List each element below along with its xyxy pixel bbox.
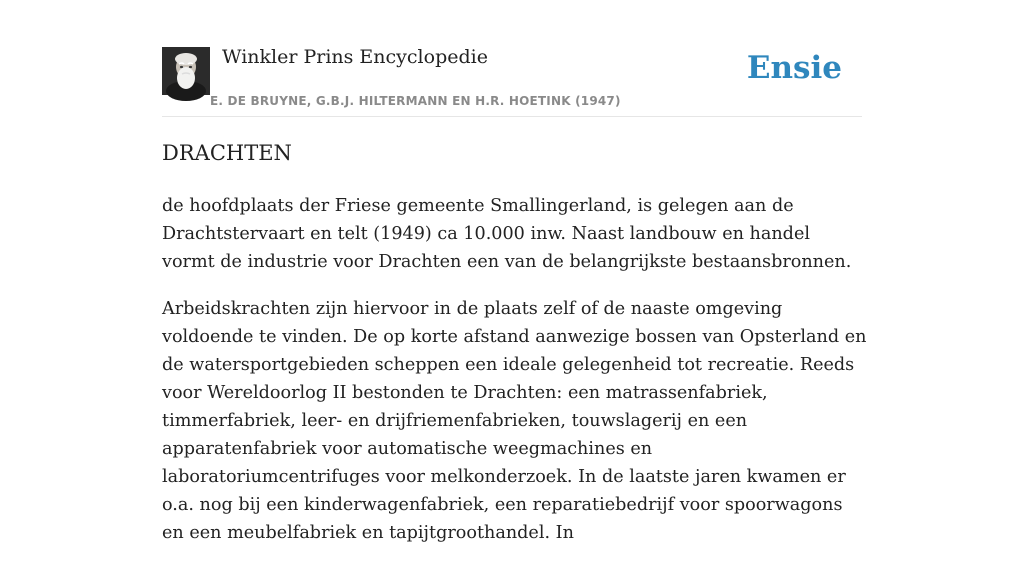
bearded-man-portrait-icon xyxy=(162,47,210,95)
publication-title[interactable]: Winkler Prins Encyclopedie xyxy=(222,46,488,68)
publication-header xyxy=(162,46,862,117)
article-title: DRACHTEN xyxy=(162,141,292,165)
article-paragraph: Arbeidskrachten zijn hiervoor in de plaats zelf of de naaste omgeving voldoende te vinden. De op korte afstand aanwezige bossen van Opsterland en de watersportgebieden scheppen een ideale gelegenheid tot recreatie. Reeds voor Wereldoorlog II bestonden te Drachten: een matrassenfabriek, timmerfabriek, leer- en drijfriemenfabrieken, touwslagerij en een apparatenfabriek voor automatische weegmachines en laboratoriumcentrifuges voor melkonderzoek. In de laatste jaren kwamen er o.a. nog bij een kinderwagenfabriek, een reparatiebedrijf voor spoorwagons en een meubelfabriek en tapijtgroothandel. In xyxy=(162,299,867,543)
article-body xyxy=(162,192,867,566)
ensie-logo-link[interactable]: Ensie xyxy=(746,50,842,86)
article-paragraph: de hoofdplaats der Friese gemeente Smallingerland, is gelegen aan de Drachtstervaart en telt (1949) ca 10.000 inw. Naast landbouw en handel vormt de industrie voor Drachten een van de belangrijkste bestaansbronnen. xyxy=(162,196,852,272)
author-avatar[interactable] xyxy=(162,47,210,95)
publication-authors: E. DE BRUYNE, G.B.J. HILTERMANN EN H.R. HOETINK (1947) xyxy=(210,94,621,108)
